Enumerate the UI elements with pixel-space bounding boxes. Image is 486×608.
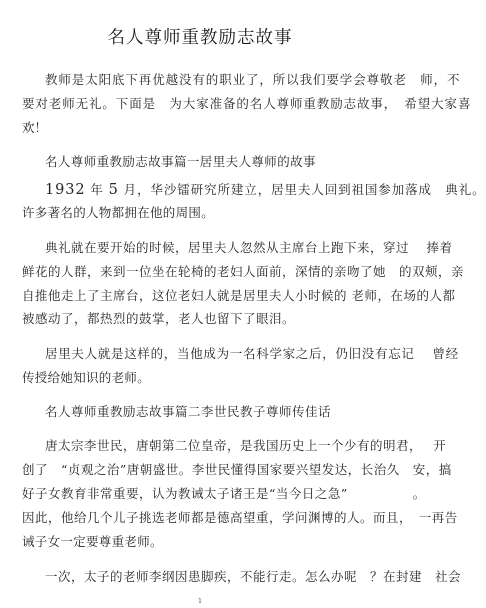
- intro-line: 教师是太阳底下再优越没有的职业了，所以我们要学会尊敬老 师，不: [45, 72, 461, 87]
- story1-paragraph-line: 传授给她知识的老师。: [22, 370, 151, 385]
- intro-line: 要对老师无礼。下面是 为大家准备的名人尊师重教励志故事， 希望大家喜: [22, 96, 472, 111]
- story1-paragraph-text: ，华沙镭研究所建立，居里夫人回到祖国参加落成 典礼。: [137, 182, 486, 197]
- story1-year: 1932: [45, 182, 86, 198]
- page-number: 1: [198, 598, 202, 605]
- intro-line: 欢！: [22, 120, 48, 135]
- story2-paragraph-line: 创了 “贞观之治”唐朝盛世。李世民懂得国家要兴望发达，长治久 安，搞: [22, 462, 452, 477]
- story2-paragraph-line: 好子女教育非常重要，认为教诫太子诸王是“当今日之急” 。: [22, 486, 426, 501]
- story1-heading: 名人尊师重教励志故事篇一居里夫人尊师的故事: [45, 154, 316, 169]
- story1-paragraph-line: 居里夫人就是这样的，当他成为一名科学家之后，仍旧没有忘记 曾经: [45, 346, 459, 361]
- story2-paragraph-line: 一次，太子的老师李纲因患脚疾，不能行走。怎么办呢 ？在封建 社会: [45, 569, 462, 584]
- story1-paragraph-line: 被感动了，都热烈的鼓掌，老人也留下了眼泪。: [22, 311, 296, 326]
- story2-paragraph-line: 诫子女一定要尊重老师。: [22, 534, 163, 549]
- story1-year-unit: 年: [85, 182, 109, 197]
- story1-month: 5: [108, 182, 119, 198]
- story1-paragraph-line: 自推他走上了主席台，这位老妇人就是居里夫人小时候的 老师，在场的人都: [22, 288, 456, 303]
- story1-paragraph-line: 典礼就在要开始的时候，居里夫人忽然从主席台上跑下来，穿过 捧着: [45, 240, 453, 255]
- story1-paragraph-line: [45, 182, 486, 198]
- story1-paragraph-line: 鲜花的人群，来到一位坐在轮椅的老妇人面前，深情的亲吻了她 的双颊，亲: [22, 264, 465, 279]
- story2-heading: 名人尊师重教励志故事篇二李世民教子尊师传佳话: [45, 404, 332, 419]
- story2-paragraph-line: 唐太宗李世民，唐朝第二位皇帝，是我国历史上一个少有的明君， 开: [45, 438, 447, 453]
- document-title: 名人尊师重教励志故事: [107, 28, 293, 48]
- story2-paragraph-line: 因此，他给几个儿子挑选老师都是德高望重，学问渊博的人。而且， 一再告: [22, 510, 458, 525]
- story1-month-unit: 月: [118, 182, 138, 197]
- story1-paragraph-line: 许多著名的人物都拥在他的周围。: [22, 205, 215, 220]
